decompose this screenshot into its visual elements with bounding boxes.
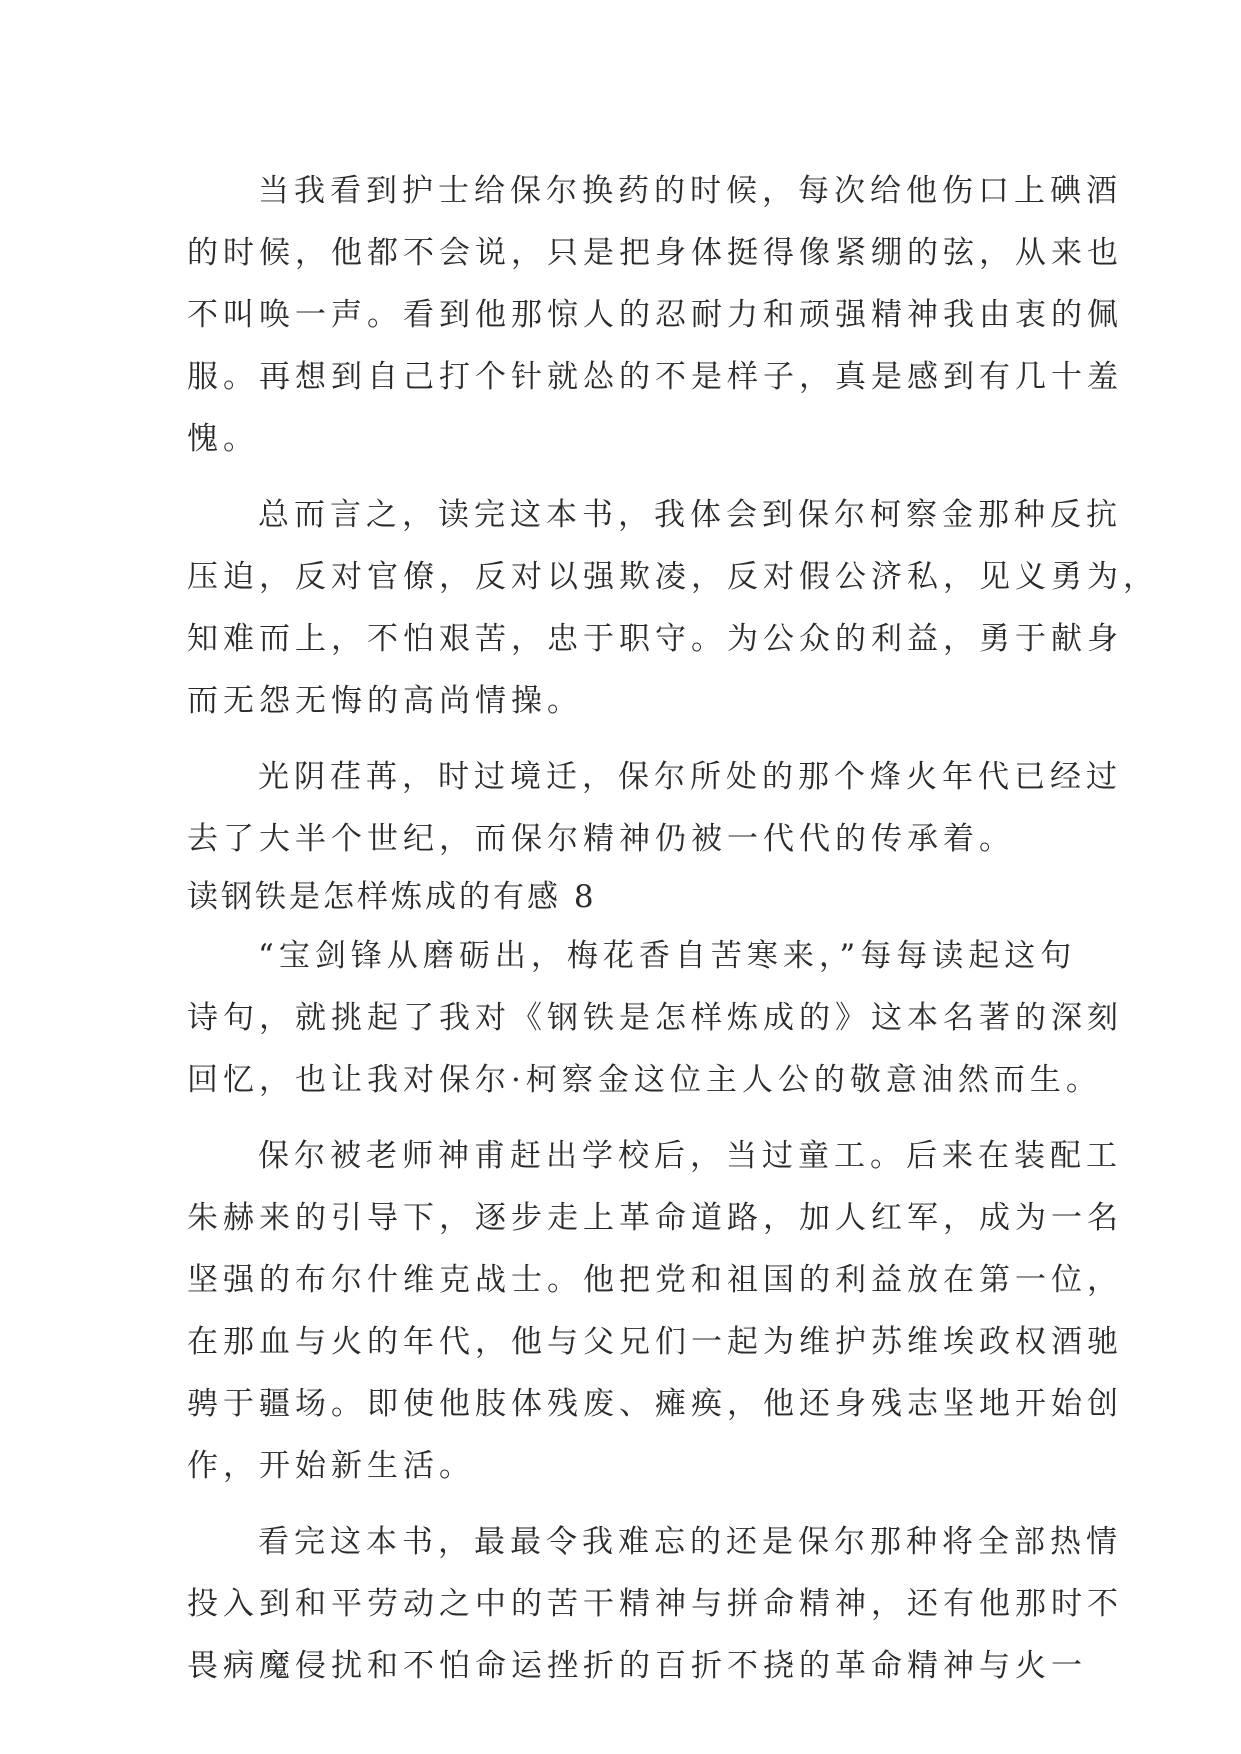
text-line: 坚强的布尔什维克战士。他把党和祖国的利益放在第一位， [187,1262,1123,1298]
text-line: 服。再想到自己打个针就怂的不是样子，真是感到有几十羞 [187,359,1123,395]
text-line: 不叫唤一声。看到他那惊人的忍耐力和顽强精神我由衷的佩 [187,297,1123,333]
text-line: 去了大半个世纪，而保尔精神仍被一代代的传承着。 [187,821,1015,857]
text-line: “宝剑锋从磨砺出，梅花香自苦寒来，”每每读起这句 [258,938,1077,974]
text-line: 回忆，也让我对保尔·柯察金这位主人公的敬意油然而生。 [187,1062,1102,1098]
text-line: 朱赫来的引导下，逐步走上革命道路，加人红军，成为一名 [187,1200,1123,1236]
paragraph [187,1511,1123,1697]
text-line: 保尔被老师神甫赶出学校后，当过童工。后来在装配工 [258,1138,1122,1174]
text-line: 投入到和平劳动之中的苦干精神与拼命精神，还有他那时不 [187,1586,1123,1622]
paragraph [187,160,1123,470]
text-line: 的时候，他都不会说，只是把身体挺得像紧绷的弦，从来也 [187,235,1123,271]
text-line: 骋于疆场。即使他肢体残废、瘫痪，他还身残志坚地开始创 [187,1386,1123,1422]
section-heading: 读钢铁是怎样炼成的有感 8 [187,879,597,915]
text-line: 压迫，反对官僚，反对以强欺凌，反对假公济私，见义勇为， [187,559,1159,595]
paragraph [187,1125,1123,1497]
text-line: 作，开始新生活。 [187,1448,475,1484]
text-line: 知难而上，不怕艰苦，忠于职守。为公众的利益，勇于献身 [187,621,1123,657]
text-line: 而无怨无悔的高尚情操。 [187,683,583,719]
text-line: 当我看到护士给保尔换药的时候，每次给他伤口上碘酒 [258,173,1122,209]
paragraph [187,746,1122,870]
text-line: 光阴荏苒，时过境迁，保尔所处的那个烽火年代已经过 [258,759,1122,795]
paragraph [187,925,1123,1111]
text-line: 愧。 [187,421,259,457]
paragraph [187,484,1159,732]
text-line: 在那血与火的年代，他与父兄们一起为维护苏维埃政权酒驰 [187,1324,1123,1360]
text-line: 总而言之，读完这本书，我体会到保尔柯察金那种反抗 [258,497,1122,533]
text-line: 看完这本书，最最令我难忘的还是保尔那种将全部热情 [258,1524,1122,1560]
document-body [187,160,1159,1697]
text-line: 畏病魔侵扰和不怕命运挫折的百折不挠的革命精神与火一 [187,1648,1087,1684]
text-line: 诗句，就挑起了我对《钢铁是怎样炼成的》这本名著的深刻 [187,1000,1123,1036]
